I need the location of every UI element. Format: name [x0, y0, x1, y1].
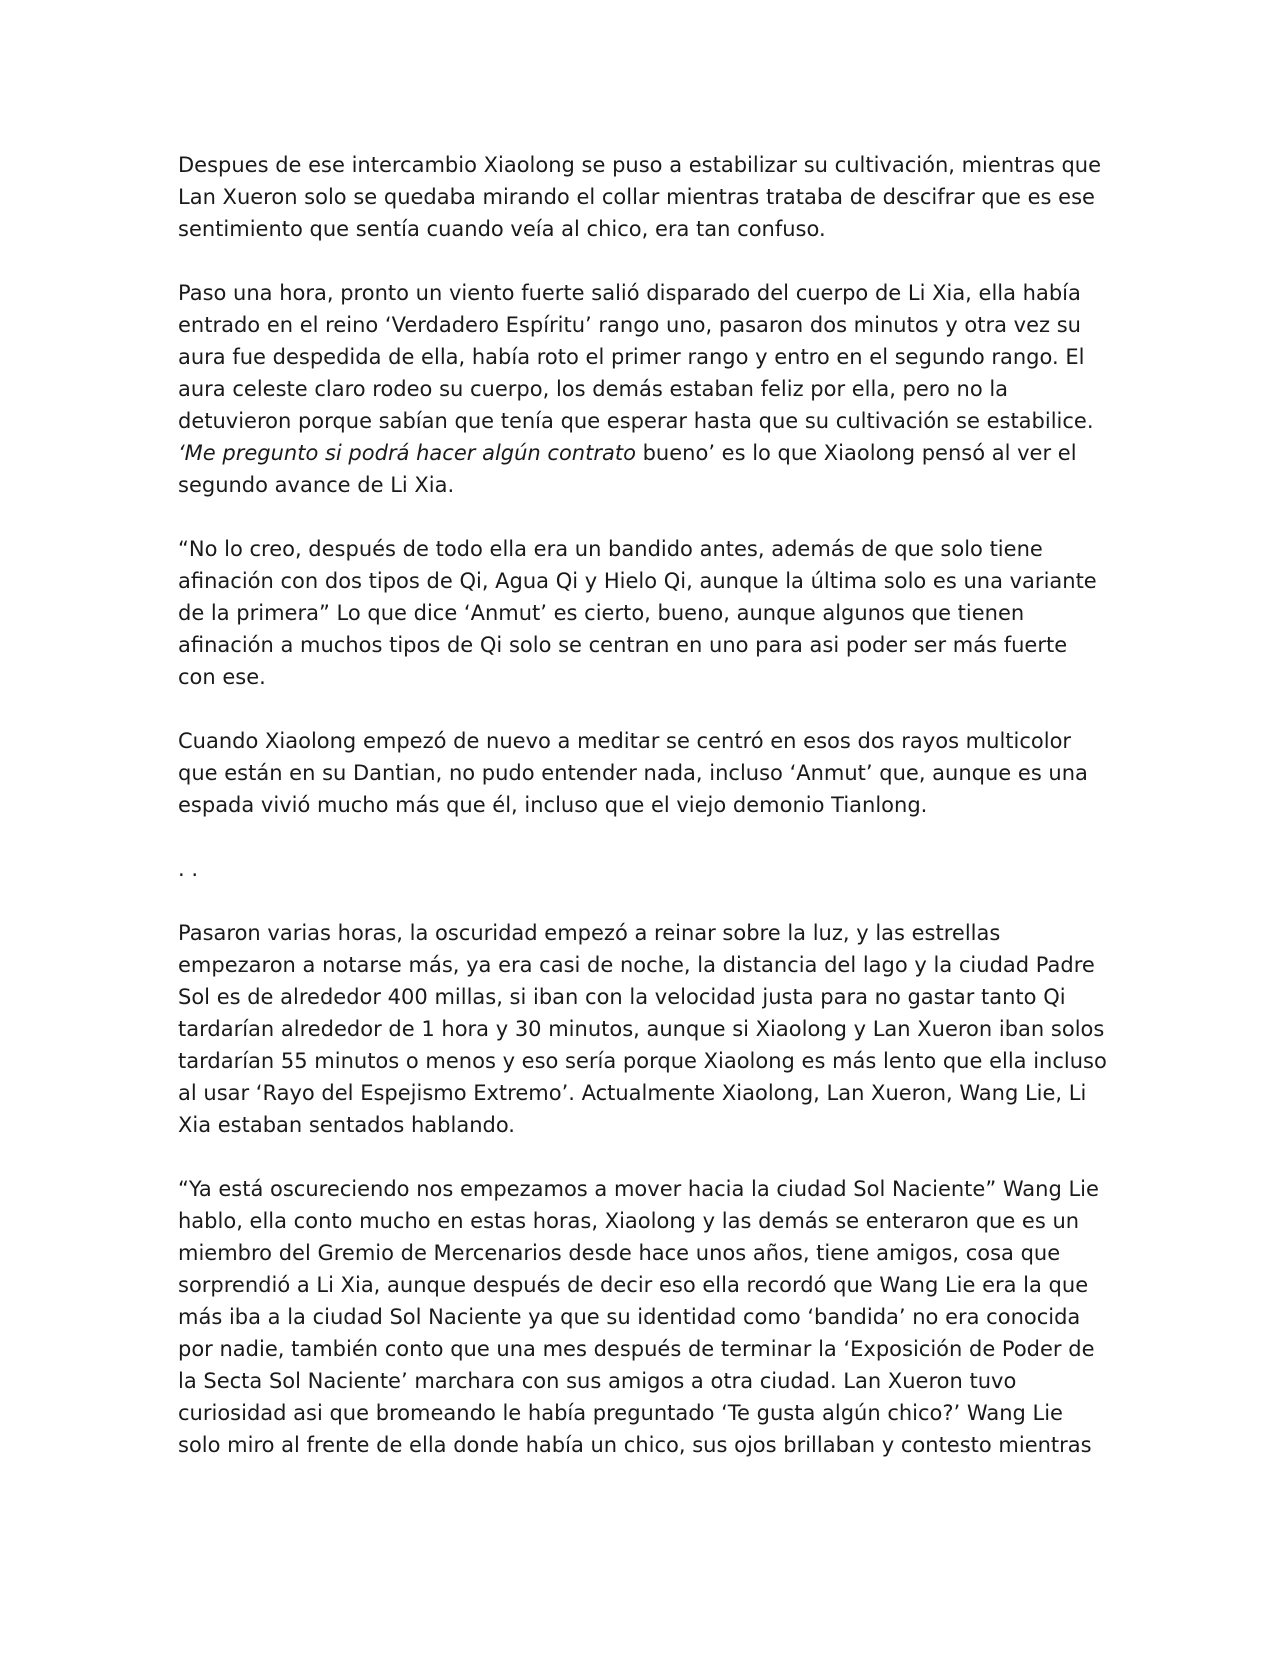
document-body: [178, 149, 1108, 1461]
paragraph-6: “Ya está oscureciendo nos empezamos a mover hacia la ciudad Sol Naciente” Wang Lie hablo, ella conto mucho en estas horas, Xiaolong y las demás se enteraron que es un miembro del Gremio de Mercenarios desde hace unos años, tiene amigos, cosa que sorprendió a Li Xia, aunque después de decir eso ella recordó que Wang Lie era la que más iba a la ciudad Sol Naciente ya que su identidad como ‘bandida’ no era conocida por nadie, también conto que una mes después de terminar la ‘Exposición de Poder de la Secta Sol Naciente’ marchara con sus amigos a otra ciudad. Lan Xueron tuvo curiosidad asi que bromeando le había preguntado ‘Te gusta algún chico?’ Wang Lie solo miro al frente de ella donde había un chico, sus ojos brillaban y contesto mientras: [178, 1177, 1099, 1457]
section-separator: . .: [178, 857, 199, 881]
paragraph-2-thought: ‘Me pregunto si podrá hacer algún contrato: [178, 441, 636, 465]
paragraph-1: Despues de ese intercambio Xiaolong se puso a estabilizar su cultivación, mientras que Lan Xueron solo se quedaba mirando el collar mientras trataba de descifrar que es ese sentimiento que sentía cuando veía al chico, era tan confuso.: [178, 153, 1102, 241]
paragraph-5: Pasaron varias horas, la oscuridad empezó a reinar sobre la luz, y las estrellas empezaron a notarse más, ya era casi de noche, la distancia del lago y la ciudad Padre Sol es de alrededor 400 millas, si iban con la velocidad justa para no gastar tanto Qi tardarían alrededor de 1 hora y 30 minutos, aunque si Xiaolong y Lan Xueron iban solos tardarían 55 minutos o menos y eso sería porque Xiaolong es más lento que ella incluso al usar ‘Rayo del Espejismo Extremo’. Actualmente Xiaolong, Lan Xueron, Wang Lie, Li Xia estaban sentados hablando.: [178, 921, 1107, 1137]
paragraph-2: [178, 277, 1108, 501]
paragraph-2-tail: bueno’ es lo que Xiaolong pensó al ver el segundo avance de Li Xia.: [178, 441, 1077, 497]
paragraph-3: “No lo creo, después de todo ella era un bandido antes, además de que solo tiene afinación con dos tipos de Qi, Agua Qi y Hielo Qi, aunque la última solo es una variante de la primera” Lo que dice ‘Anmut’ es cierto, bueno, aunque algunos que tienen afinación a muchos tipos de Qi solo se centran en uno para asi poder ser más fuerte con ese.: [178, 537, 1097, 689]
paragraph-2-main: Paso una hora, pronto un viento fuerte salió disparado del cuerpo de Li Xia, ella había entrado en el reino ‘Verdadero Espíritu’ rango uno, pasaron dos minutos y otra vez su aura fue despedida de ella, había roto el primer rango y entro en el segundo rango. El aura celeste claro rodeo su cuerpo, los demás estaban feliz por ella, pero no la detuvieron porque sabían que tenía que esperar hasta que su cultivación se estabilice.: [178, 281, 1094, 433]
paragraph-4: Cuando Xiaolong empezó de nuevo a meditar se centró en esos dos rayos multicolor que están en su Dantian, no pudo entender nada, incluso ‘Anmut’ que, aunque es una espada vivió mucho más que él, incluso que el viejo demonio Tianlong.: [178, 729, 1088, 817]
